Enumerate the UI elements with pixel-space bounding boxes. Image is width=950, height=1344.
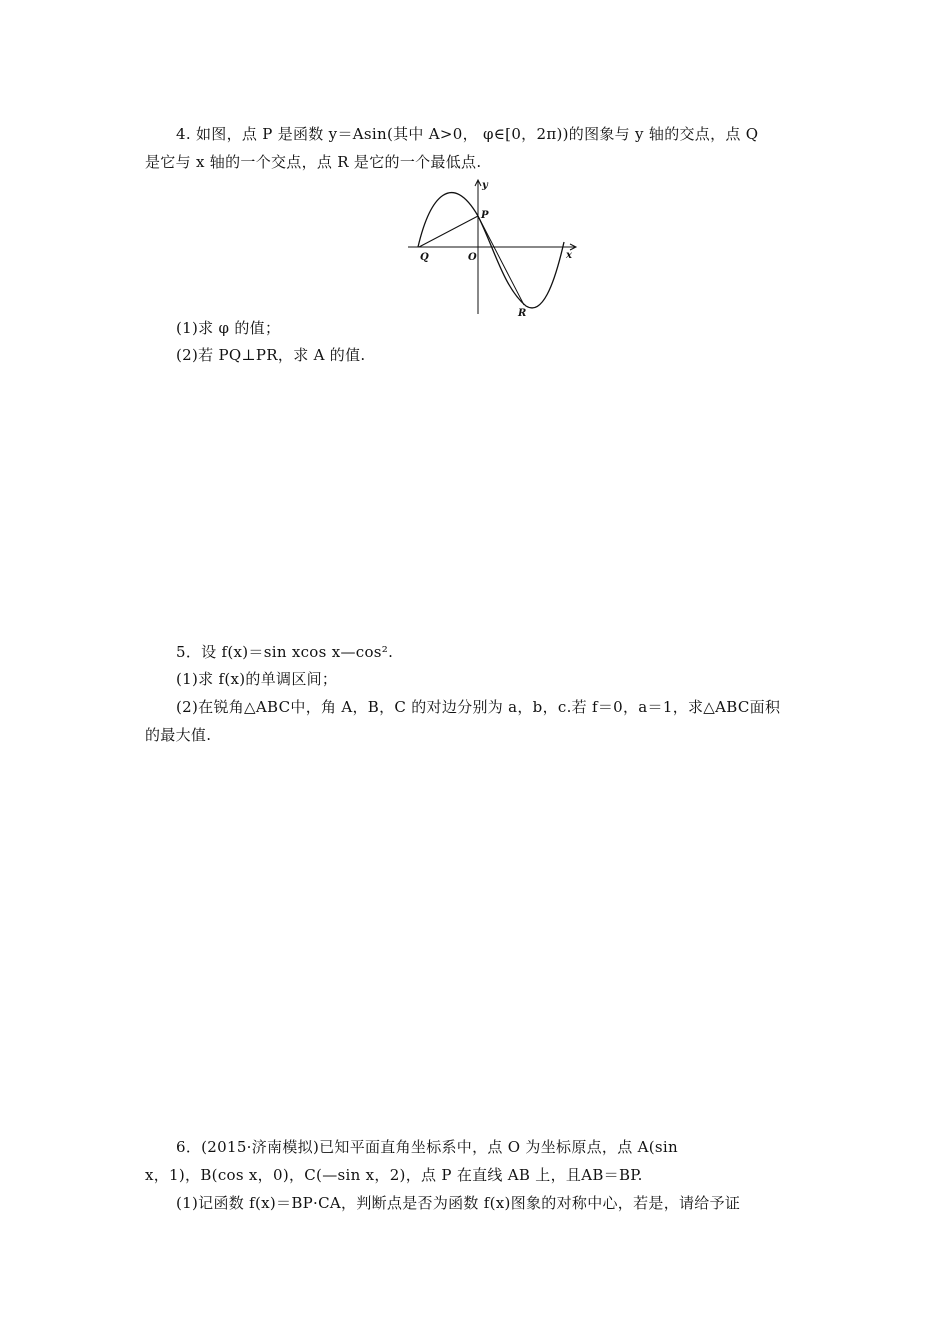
problem5-line1: 5．设 f(x)＝sin xcos x—cos². [176,643,394,661]
origin-label: O [468,252,477,263]
sine-graph-figure [404,176,580,320]
sine-curve [418,193,564,308]
problem5-question2: (2)在锐角△ABC中，角 A，B，C 的对边分别为 a，b，c.若 f＝0，a＝1，求△ABC面积 [176,698,781,716]
problem4-line1: 4. 如图，点 P 是函数 y＝Asin(其中 A>0， φ∈[0，2π))的图象与 y 轴的交点，点 Q [176,125,759,143]
point-r-label: R [518,308,527,319]
problem4-question1: (1)求 φ 的值； [176,319,281,337]
problem4-line2: 是它与 x 轴的一个交点，点 R 是它的一个最低点. [145,153,482,171]
segment-pq [419,216,478,247]
y-axis-label: y [482,180,488,191]
segment-pr [478,216,524,305]
problem4-question2: (2)若 PQ⊥PR，求 A 的值. [176,346,366,364]
x-axis-label: x [566,250,572,261]
problem5-question1: (1)求 f(x)的单调区间； [176,670,338,688]
problem6-line2: x，1)，B(cos x，0)，C(—sin x，2)，点 P 在直线 AB 上，且AB＝BP. [145,1166,643,1184]
point-p-label: P [481,210,489,221]
point-q-label: Q [420,252,429,263]
problem5-question2-cont: 的最大值. [145,726,212,744]
problem6-line1: 6．(2015·济南模拟)已知平面直角坐标系中，点 O 为坐标原点，点 A(sin [176,1138,678,1156]
problem6-question1: (1)记函数 f(x)＝BP·CA，判断点是否为函数 f(x)图象的对称中心，若是，请给予证 [176,1194,741,1212]
